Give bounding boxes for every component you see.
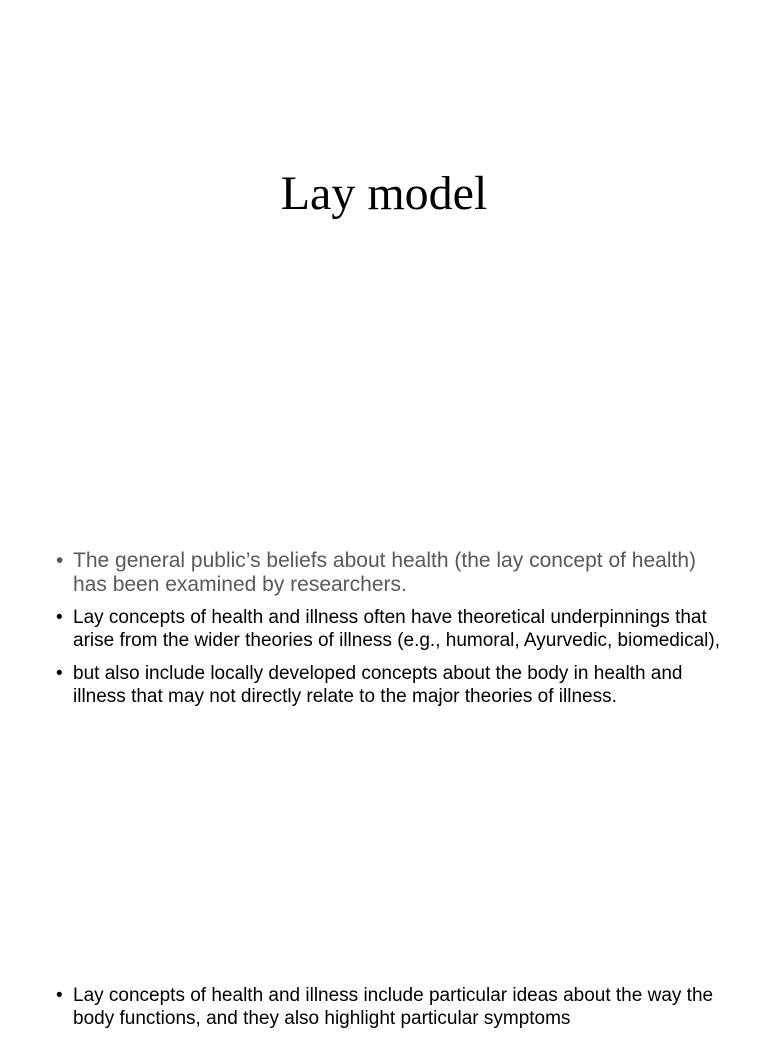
list-item bbox=[56, 984, 724, 1030]
bullet-text: Lay concepts of health and illness include particular ideas about the way the body functions, and they also highlight particular symptoms bbox=[73, 985, 714, 1029]
bullet-icon: • bbox=[56, 663, 63, 684]
bullet-text: The general public’s beliefs about health (the lay concept of health) has been examined by researchers. bbox=[73, 549, 697, 596]
bullet-list bbox=[56, 549, 724, 718]
bullet-icon: • bbox=[56, 549, 64, 572]
bullet-icon: • bbox=[56, 985, 63, 1006]
list-item bbox=[56, 606, 724, 652]
bullet-text: Lay concepts of health and illness often have theoretical underpinnings that arise from the wider theories of illness (e.g., humoral, Ayurvedic, biomedical), bbox=[73, 607, 720, 651]
slide-title: Lay model bbox=[280, 167, 488, 220]
bullet-icon: • bbox=[56, 607, 63, 628]
bullet-text: but also include locally developed concepts about the body in health and illness that may not directly relate to the major theories of illness. bbox=[73, 663, 683, 707]
bullet-list-continued bbox=[56, 984, 724, 1040]
list-item bbox=[56, 549, 724, 597]
list-item bbox=[56, 662, 724, 708]
